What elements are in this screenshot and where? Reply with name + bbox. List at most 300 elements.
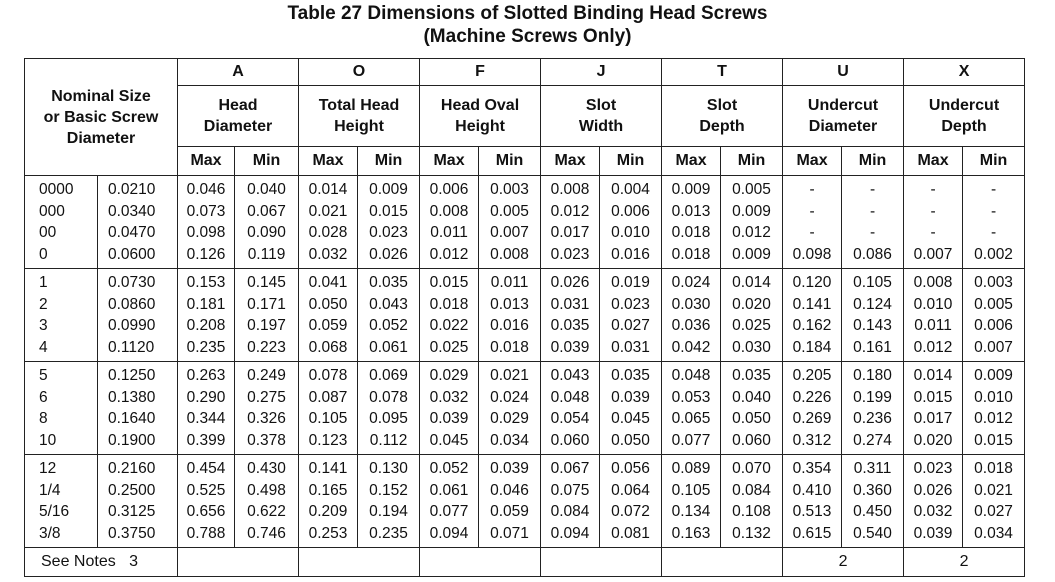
cell-value: 0.048 — [550, 388, 590, 406]
cell-value: 0.052 — [369, 317, 408, 334]
col-name-line: Total Head — [318, 97, 400, 114]
cell-value: 0.018 — [671, 224, 711, 241]
cell-value: 0.032 — [308, 245, 348, 263]
value-cell — [235, 455, 299, 548]
cell-value: 0.071 — [490, 524, 529, 542]
cell-value: 0.072 — [611, 503, 650, 520]
cell-value: 0.274 — [853, 431, 892, 449]
cell-value: 0.006 — [611, 202, 650, 220]
cell-value: 0.012 — [550, 202, 590, 220]
letter-header-row — [25, 59, 1025, 86]
min-label: Min — [721, 147, 783, 176]
cell-value: 0.226 — [792, 388, 832, 406]
cell-value: 1/4 — [39, 481, 61, 499]
cell-value: 0.622 — [247, 503, 286, 520]
cell-value: 0.290 — [186, 388, 226, 406]
note-col-f — [420, 548, 541, 577]
value-cell — [235, 176, 299, 269]
cell-value: 5/16 — [39, 503, 70, 520]
cell-value: 0.014 — [732, 274, 771, 291]
cell-value: 0.205 — [792, 367, 832, 384]
min-label: Min — [358, 147, 420, 176]
cell-value: 0.026 — [369, 245, 408, 263]
cell-value: 0.027 — [974, 503, 1013, 520]
cell-value: 0.004 — [611, 181, 650, 198]
cell-value: 0.0470 — [108, 224, 156, 241]
value-cell — [358, 269, 420, 362]
cell-value: 12 — [39, 460, 57, 477]
cell-value: 0.021 — [490, 367, 529, 384]
cell-value: 0.399 — [186, 431, 226, 449]
cell-value: 4 — [39, 338, 48, 356]
cell-value: 0.090 — [247, 224, 286, 241]
cell-value: 0.003 — [974, 274, 1013, 291]
max-label: Max — [783, 147, 842, 176]
col-name-line: Head Oval — [440, 97, 520, 114]
cell-value: 0.354 — [792, 460, 832, 477]
cell-value: - — [990, 202, 997, 220]
cell-value: 0.024 — [490, 388, 529, 406]
cell-value: 0.040 — [247, 181, 286, 198]
value-cell — [600, 269, 662, 362]
cell-value: 0.498 — [247, 481, 286, 499]
min-label: Min — [842, 147, 904, 176]
cell-value: 0.223 — [247, 338, 286, 356]
cell-value: 0.326 — [247, 410, 286, 427]
size-cell — [25, 362, 98, 455]
cell-value: 0.0860 — [108, 295, 156, 313]
cell-value: 0.065 — [671, 410, 711, 427]
cell-value: 0.008 — [429, 202, 469, 220]
cell-value: 0.008 — [913, 274, 953, 291]
cell-value: 0.086 — [853, 245, 892, 263]
cell-value: 0.013 — [671, 202, 711, 220]
table-subtitle: (Machine Screws Only) — [423, 26, 632, 47]
cell-value: 0.141 — [792, 295, 832, 313]
cell-value: 0.249 — [247, 367, 286, 384]
cell-value: 0.025 — [429, 338, 469, 356]
cell-value: 8 — [39, 410, 48, 427]
diameter-cell — [98, 269, 178, 362]
value-cell — [721, 176, 783, 269]
value-cell — [662, 176, 721, 269]
cell-value: 0.171 — [247, 295, 286, 313]
cell-value: 0.143 — [853, 317, 892, 334]
cell-value: 0.026 — [550, 274, 590, 291]
cell-value: 0.029 — [490, 410, 529, 427]
cell-value: 0.180 — [853, 367, 892, 384]
cell-value: 0.011 — [490, 274, 529, 291]
cell-value: 0.197 — [247, 317, 286, 334]
cell-value: 6 — [39, 388, 48, 406]
cell-value: 0.068 — [308, 338, 348, 356]
cell-value: 0.105 — [671, 481, 711, 499]
cell-value: 0.3125 — [108, 503, 156, 520]
cell-value: - — [869, 224, 876, 241]
table-row-group — [25, 455, 1025, 548]
cell-value: 0.020 — [913, 431, 953, 449]
cell-value: 0.005 — [732, 181, 771, 198]
cell-value: 0.081 — [611, 524, 650, 542]
value-cell — [299, 269, 358, 362]
value-cell — [358, 362, 420, 455]
cell-value: 0.027 — [611, 317, 650, 334]
cell-value: 0.048 — [671, 367, 711, 384]
cell-value: 0.120 — [792, 274, 832, 291]
value-cell — [963, 176, 1025, 269]
cell-value: 0.344 — [186, 410, 226, 427]
notes-cell — [25, 548, 178, 577]
cell-value: 0.011 — [914, 317, 952, 334]
cell-value: 0.018 — [974, 460, 1013, 477]
col-letter-j: J — [541, 59, 662, 86]
cell-value: 0.016 — [611, 245, 650, 263]
col-name-undercut-diameter — [783, 86, 904, 147]
cell-value: 000 — [39, 202, 65, 220]
cell-value: 0.2160 — [108, 460, 156, 477]
value-cell — [299, 455, 358, 548]
cell-value: 0.1900 — [108, 431, 156, 449]
cell-value: 3/8 — [39, 524, 61, 542]
cell-value: 0.105 — [308, 410, 348, 427]
cell-value: 0.165 — [308, 481, 348, 499]
cell-value: 0.378 — [247, 431, 286, 449]
cell-value: 0.064 — [611, 481, 650, 499]
value-cell — [662, 455, 721, 548]
col-name-line: Undercut — [807, 97, 879, 114]
value-cell — [904, 269, 963, 362]
cell-value: 0.012 — [732, 224, 771, 241]
cell-value: 0.025 — [732, 317, 771, 334]
cell-value: 0.269 — [792, 410, 832, 427]
cell-value: 0.012 — [913, 338, 953, 356]
value-cell — [842, 455, 904, 548]
cell-value: 0.006 — [429, 181, 469, 198]
cell-value: 0.163 — [671, 524, 711, 542]
cell-value: 0.253 — [308, 524, 348, 542]
value-cell — [721, 269, 783, 362]
table-row-group — [25, 176, 1025, 269]
cell-value: 0.194 — [369, 503, 408, 520]
cell-value: 0.061 — [369, 338, 408, 356]
cell-value: 0.061 — [429, 481, 469, 499]
cell-value: 0.039 — [550, 338, 590, 356]
cell-value: 0.042 — [671, 338, 711, 356]
cell-value: 0.007 — [974, 338, 1013, 356]
value-cell — [299, 176, 358, 269]
cell-value: 0.098 — [186, 224, 226, 241]
cell-value: 0.008 — [550, 181, 590, 198]
value-cell — [721, 455, 783, 548]
cell-value: 0.023 — [369, 224, 408, 241]
value-cell — [842, 176, 904, 269]
cell-value: 0.028 — [308, 224, 348, 241]
cell-value: 0.084 — [550, 503, 590, 520]
cell-value: 0.012 — [974, 410, 1013, 427]
value-cell — [904, 176, 963, 269]
value-cell — [783, 269, 842, 362]
value-cell — [904, 362, 963, 455]
cell-value: 0.078 — [308, 367, 348, 384]
cell-value: 0.018 — [671, 245, 711, 263]
size-header — [25, 59, 178, 176]
cell-value: 0.1250 — [108, 367, 156, 384]
cell-value: 0.035 — [611, 367, 650, 384]
max-label: Max — [662, 147, 721, 176]
cell-value: 0.021 — [974, 481, 1013, 499]
cell-value: 0.540 — [853, 524, 892, 542]
cell-value: 0.450 — [853, 503, 892, 520]
col-letter-t: T — [662, 59, 783, 86]
cell-value: 0.077 — [671, 431, 711, 449]
cell-value: 0.236 — [853, 410, 892, 427]
cell-value: 0.746 — [247, 524, 286, 542]
cell-value: 0.263 — [186, 367, 226, 384]
value-cell — [420, 176, 479, 269]
cell-value: 5 — [39, 367, 48, 384]
cell-value: 0.009 — [671, 181, 711, 198]
cell-value: 0.030 — [671, 295, 711, 313]
cell-value: - — [930, 202, 936, 220]
col-name-slot-depth — [662, 86, 783, 147]
max-label: Max — [299, 147, 358, 176]
cell-value: 0.087 — [308, 388, 348, 406]
cell-value: 0.010 — [974, 388, 1013, 406]
cell-value: 0.430 — [247, 460, 286, 477]
cell-value: 0.056 — [611, 460, 650, 477]
size-header-line: Nominal Size — [51, 87, 151, 105]
diameter-cell — [98, 176, 178, 269]
cell-value: 0.108 — [732, 503, 771, 520]
note-col-a — [178, 548, 299, 577]
col-name-line: Height — [455, 118, 505, 135]
cell-value: 0.126 — [186, 245, 226, 263]
cell-value: 0.014 — [913, 367, 953, 384]
col-name-line: Slot — [585, 97, 617, 114]
cell-value: 0.015 — [369, 202, 408, 220]
value-cell — [963, 455, 1025, 548]
cell-value: 0.046 — [186, 181, 226, 198]
col-name-line: Width — [578, 118, 624, 135]
col-name-line: Height — [334, 118, 384, 135]
cell-value: 0.015 — [429, 274, 469, 291]
cell-value: 0.060 — [550, 431, 590, 449]
cell-value: 0.360 — [853, 481, 892, 499]
cell-value: 0.070 — [732, 460, 771, 477]
col-name-line: Diameter — [203, 118, 273, 135]
cell-value: 0000 — [39, 181, 74, 198]
cell-value: 00 — [39, 224, 57, 241]
cell-value: 0.031 — [611, 338, 650, 356]
cell-value: 0.012 — [429, 245, 469, 263]
cell-value: 0.132 — [732, 524, 771, 542]
cell-value: 0.021 — [308, 202, 348, 220]
cell-value: 0.016 — [490, 317, 529, 334]
size-cell — [25, 455, 98, 548]
max-label: Max — [420, 147, 479, 176]
cell-value: 3 — [39, 317, 48, 334]
notes-number: 3 — [129, 553, 138, 570]
cell-value: 0.046 — [490, 481, 529, 499]
cell-value: 0.078 — [369, 388, 408, 406]
cell-value: 0.045 — [429, 431, 469, 449]
value-cell — [600, 455, 662, 548]
cell-value: 0.615 — [792, 524, 832, 542]
cell-value: 0.018 — [429, 295, 469, 313]
cell-value: 0.013 — [490, 295, 529, 313]
cell-value: 0.3750 — [108, 524, 156, 542]
value-cell — [420, 269, 479, 362]
col-name-line: Depth — [699, 118, 745, 135]
cell-value: 0.0210 — [108, 181, 156, 198]
cell-value: 0.031 — [550, 295, 590, 313]
min-label: Min — [600, 147, 662, 176]
value-cell — [842, 362, 904, 455]
note-col-x: 2 — [904, 548, 1025, 577]
cell-value: 0.181 — [186, 295, 226, 313]
cell-value: 0.0600 — [108, 245, 156, 263]
cell-value: 0.089 — [671, 460, 711, 477]
cell-value: - — [809, 181, 815, 198]
cell-value: 0.020 — [732, 295, 771, 313]
table-row-group — [25, 362, 1025, 455]
cell-value: 0.023 — [913, 460, 953, 477]
cell-value: 0.023 — [611, 295, 650, 313]
cell-value: 0.015 — [974, 431, 1013, 449]
cell-value: 0.041 — [308, 274, 348, 291]
value-cell — [178, 269, 235, 362]
cell-value: - — [809, 224, 815, 241]
cell-value: 0.152 — [369, 481, 408, 499]
cell-value: 0.050 — [732, 410, 771, 427]
cell-value: 0.153 — [186, 274, 226, 291]
note-col-t — [662, 548, 783, 577]
note-col-j — [541, 548, 662, 577]
cell-value: 0.235 — [186, 338, 226, 356]
max-label: Max — [178, 147, 235, 176]
value-cell — [420, 455, 479, 548]
cell-value: 0.105 — [853, 274, 892, 291]
cell-value: 0.043 — [550, 367, 590, 384]
cell-value: 0.039 — [490, 460, 529, 477]
cell-value: 0.199 — [853, 388, 892, 406]
note-col-u: 2 — [783, 548, 904, 577]
cell-value: 0.208 — [186, 317, 226, 334]
cell-value: 0.006 — [974, 317, 1013, 334]
cell-value: - — [869, 181, 876, 198]
value-cell — [358, 176, 420, 269]
cell-value: - — [869, 202, 876, 220]
cell-value: 0.095 — [369, 410, 408, 427]
cell-value: 0.023 — [550, 245, 590, 263]
cell-value: 2 — [39, 295, 48, 313]
diameter-cell — [98, 455, 178, 548]
col-name-undercut-depth — [904, 86, 1025, 147]
value-cell — [721, 362, 783, 455]
cell-value: 0.005 — [974, 295, 1013, 313]
value-cell — [600, 176, 662, 269]
cell-value: 0.124 — [853, 295, 892, 313]
notes-row — [25, 548, 1025, 577]
size-header-line: Diameter — [66, 129, 136, 147]
col-name-head-diameter — [178, 86, 299, 147]
value-cell — [783, 362, 842, 455]
value-cell — [420, 362, 479, 455]
cell-value: - — [930, 181, 936, 198]
cell-value: 0.075 — [550, 481, 590, 499]
cell-value: 0.043 — [369, 295, 408, 313]
value-cell — [479, 455, 541, 548]
value-cell — [479, 362, 541, 455]
value-cell — [963, 362, 1025, 455]
col-name-slot-width — [541, 86, 662, 147]
col-letter-f: F — [420, 59, 541, 86]
note-col-o — [299, 548, 420, 577]
dimensions-table — [24, 58, 1025, 577]
col-letter-x: X — [904, 59, 1025, 86]
notes-label: See Notes — [41, 553, 116, 570]
cell-value: - — [990, 181, 997, 198]
cell-value: 0.035 — [369, 274, 408, 291]
table-title: Table 27 Dimensions of Slotted Binding Head Screws — [287, 3, 768, 24]
cell-value: 0.788 — [186, 524, 226, 542]
cell-value: 0.052 — [429, 460, 469, 477]
value-cell — [541, 455, 600, 548]
cell-value: 0.1120 — [108, 338, 155, 356]
cell-value: 0.010 — [611, 224, 650, 241]
cell-value: - — [930, 224, 936, 241]
cell-value: 0.134 — [671, 503, 711, 520]
cell-value: 0.018 — [490, 338, 529, 356]
cell-value: 0.008 — [490, 245, 529, 263]
cell-value: 0.053 — [671, 388, 711, 406]
cell-value: 0.069 — [369, 367, 408, 384]
value-cell — [178, 362, 235, 455]
cell-value: 0.050 — [308, 295, 348, 313]
cell-value: 0.410 — [792, 481, 832, 499]
col-name-head-oval-height — [420, 86, 541, 147]
cell-value: 0.034 — [974, 524, 1013, 542]
col-name-line: Slot — [706, 97, 738, 114]
cell-value: 0.039 — [611, 388, 650, 406]
col-letter-o: O — [299, 59, 420, 86]
cell-value: 0.073 — [186, 202, 226, 220]
col-name-total-head-height — [299, 86, 420, 147]
cell-value: - — [809, 202, 815, 220]
value-cell — [600, 362, 662, 455]
cell-value: 0.022 — [429, 317, 469, 334]
value-cell — [235, 269, 299, 362]
cell-value: 0.032 — [913, 503, 953, 520]
value-cell — [178, 176, 235, 269]
cell-value: 0.029 — [429, 367, 469, 384]
cell-value: 0.007 — [913, 245, 953, 263]
cell-value: 0.060 — [732, 431, 771, 449]
min-label: Min — [963, 147, 1025, 176]
cell-value: 0.312 — [792, 431, 832, 449]
cell-value: 0.513 — [792, 503, 832, 520]
cell-value: 10 — [39, 431, 57, 449]
cell-value: 0.162 — [792, 317, 832, 334]
cell-value: 0.0340 — [108, 202, 156, 220]
cell-value: 0.005 — [490, 202, 529, 220]
value-cell — [178, 455, 235, 548]
cell-value: 0.050 — [611, 431, 650, 449]
cell-value: 0.059 — [308, 317, 348, 334]
cell-value: 0.019 — [611, 274, 650, 291]
value-cell — [662, 269, 721, 362]
value-cell — [783, 455, 842, 548]
